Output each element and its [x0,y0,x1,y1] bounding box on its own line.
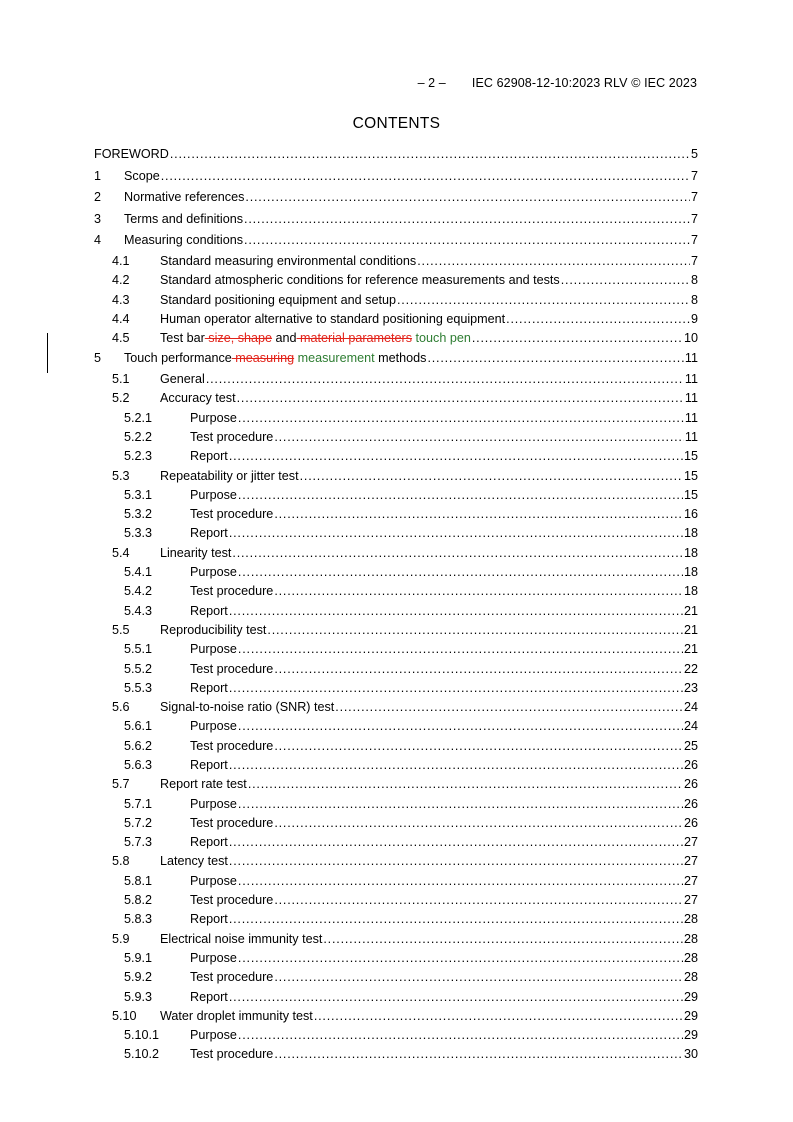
toc-entry[interactable] [94,814,698,833]
toc-entry-page: 27 [683,854,698,869]
label-text: Touch performance [124,351,232,366]
toc-entry[interactable] [94,968,698,987]
toc-entry-number: 4.2 [112,273,130,288]
toc-entry-label: Accuracy test [160,391,236,406]
toc-entry-number: 5.1 [112,372,130,387]
toc-entry[interactable] [94,679,698,698]
toc-entry-label: Measuring conditions [124,233,244,248]
toc-entry-number: 2 [94,190,102,205]
toc-entry-page: 26 [683,757,698,772]
toc-entry[interactable] [94,187,698,209]
dot-leader [229,679,683,698]
toc-entry-label [160,329,471,348]
toc-entry[interactable] [94,775,698,794]
toc-entry[interactable] [94,389,698,408]
toc-entry-number: 5.5.3 [124,680,153,695]
toc-entry-number: 5.2.1 [124,410,153,425]
toc-entry[interactable] [94,756,698,775]
toc-entry-label: Normative references [124,190,245,205]
toc-entry-label: Test procedure [190,661,274,676]
toc-entry-page: 28 [683,912,698,927]
dot-leader [561,271,690,290]
toc-entry-page: 29 [683,1028,698,1043]
dot-leader [244,209,690,231]
toc-entry-page: 30 [683,1047,698,1062]
toc-entry-page: 18 [683,526,698,541]
toc-entry-page: 7 [690,211,698,226]
toc-entry-label: Report [190,757,228,772]
toc-entry-label: General [160,372,205,387]
toc-entry-page: 21 [683,603,698,618]
toc-entry[interactable] [94,271,698,290]
toc-entry-number: 5.7.3 [124,835,153,850]
toc-entry-number: 5.4.2 [124,584,153,599]
toc-entry-label: Purpose [190,873,237,888]
toc-entry-number: 5.10.1 [124,1028,160,1043]
toc-entry[interactable] [94,988,698,1007]
toc-entry-number: 5.3.2 [124,507,153,522]
toc-entry-label: Report rate test [160,777,247,792]
toc-entry-label: Test procedure [190,507,274,522]
dot-leader [314,1007,683,1026]
toc-entry-page: 7 [690,233,698,248]
toc-entry-label: Test procedure [190,815,274,830]
toc-entry-page: 23 [683,680,698,695]
toc-entry[interactable] [94,910,698,929]
dot-leader [238,640,683,659]
toc-entry-page: 15 [683,449,698,464]
toc-entry-number: 5.6.3 [124,757,153,772]
toc-entry-label: Latency test [160,854,228,869]
dot-leader [274,505,683,524]
toc-entry-page: 26 [683,796,698,811]
toc-entry[interactable] [94,230,698,252]
page-header [418,76,697,90]
toc-entry-label: Human operator alternative to standard positioning equipment [160,311,506,326]
dot-leader [237,389,684,408]
toc-entry-label: Purpose [190,642,237,657]
page-number: – 2 – [417,76,446,90]
toc-entry[interactable] [94,524,698,543]
toc-entry-number: 5.2.3 [124,449,153,464]
toc-entry[interactable] [94,447,698,466]
toc-entry-page: 28 [683,950,698,965]
toc-entry-page: 18 [683,565,698,580]
toc-entry-number: 5.8.3 [124,912,153,927]
dot-leader [472,329,683,348]
toc-entry[interactable] [94,544,698,563]
toc-entry-page: 5 [690,147,698,161]
toc-entry-page: 21 [683,642,698,657]
dot-leader [274,1045,683,1064]
toc-entry-label: Report [190,449,228,464]
toc-entry[interactable] [94,582,698,601]
toc-entry-number: 5.5 [112,622,130,637]
toc-entry[interactable] [94,467,698,486]
toc-entry[interactable] [94,621,698,640]
dot-leader [229,447,683,466]
toc-entry[interactable] [94,1045,698,1064]
toc-entry-number: 5.2 [112,391,130,406]
toc-entry[interactable] [94,891,698,910]
dot-leader [229,833,683,852]
toc-entry-label: Reproducibility test [160,622,267,637]
toc-entry-page: 7 [690,168,698,183]
deleted-text: measuring [231,351,295,366]
dot-leader [161,166,690,188]
label-text: and [272,331,297,346]
table-of-contents [94,144,698,1065]
toc-entry-label: Test procedure [190,1047,274,1062]
toc-entry-number: 4.3 [112,292,130,307]
dot-leader [238,563,683,582]
toc-entry-page: 29 [683,989,698,1004]
dot-leader [238,486,683,505]
toc-entry[interactable] [94,949,698,968]
toc-entry[interactable] [94,930,698,949]
dot-leader [274,660,683,679]
dot-leader [248,775,683,794]
dot-leader [229,910,683,929]
toc-entry-number: 5.4.3 [124,603,153,618]
toc-entry-label: Report [190,989,228,1004]
document-id: IEC 62908-12-10:2023 RLV © IEC 2023 [471,76,697,90]
toc-entry-number: 5.5.1 [124,642,153,657]
toc-entry-number: 4 [94,233,102,248]
dot-leader [506,310,690,329]
toc-entry-label: Electrical noise immunity test [160,931,323,946]
toc-entry-number: 5.9.3 [124,989,153,1004]
toc-entry-label: Purpose [190,565,237,580]
dot-leader [274,814,683,833]
toc-entry-label: Report [190,526,228,541]
toc-entry-number: 5.8.2 [124,893,153,908]
toc-entry[interactable] [94,291,698,310]
dot-leader [417,252,690,271]
toc-entry-label: Test procedure [190,584,274,599]
deleted-text: material parameters [296,331,413,346]
toc-entry-label: Standard positioning equipment and setup [160,292,396,307]
revision-change-bar [47,333,48,373]
toc-entry[interactable] [94,795,698,814]
toc-entry-label: Test procedure [190,893,274,908]
toc-entry-number: 5.6.1 [124,719,153,734]
toc-entry-number: 5.9.2 [124,970,153,985]
toc-entry-number: 5.6.2 [124,738,153,753]
toc-entry[interactable] [94,428,698,447]
toc-entry-number: 5.4 [112,545,130,560]
toc-entry-label: Purpose [190,796,237,811]
toc-entry-page: 8 [690,273,698,288]
toc-entry-number: 5.3.3 [124,526,153,541]
toc-entry-label: Purpose [190,1028,237,1043]
toc-entry-label: Terms and definitions [124,211,244,226]
toc-entry-label: Report [190,912,228,927]
toc-entry[interactable] [94,1007,698,1026]
toc-entry-page: 24 [683,719,698,734]
toc-entry-number: 5.7.2 [124,815,153,830]
dot-leader [238,795,683,814]
toc-entry-page: 27 [683,893,698,908]
toc-entry-label: Standard measuring environmental conditions [160,253,417,268]
toc-entry[interactable] [94,640,698,659]
inserted-text: measurement [294,351,375,366]
toc-entry-page: 24 [683,700,698,715]
toc-entry-label: FOREWORD [94,147,169,161]
toc-entry-page: 11 [684,372,698,387]
toc-entry-label: Linearity test [160,545,232,560]
toc-entry-number: 5.2.2 [124,429,153,444]
dot-leader [229,602,683,621]
toc-entry-number: 1 [94,168,102,183]
toc-entry-number: 5.6 [112,700,130,715]
toc-entry-number: 4.4 [112,311,130,326]
toc-entry-number: 5.5.2 [124,661,153,676]
dot-leader [274,737,683,756]
toc-entry-number: 5.4.1 [124,565,153,580]
toc-entry[interactable] [94,348,698,370]
toc-entry[interactable] [94,505,698,524]
toc-entry-page: 21 [683,622,698,637]
dot-leader [232,544,683,563]
toc-entry-page: 15 [683,487,698,502]
toc-entry[interactable] [94,409,698,428]
toc-entry[interactable] [94,1026,698,1045]
toc-entry[interactable] [94,252,698,271]
toc-entry-page: 25 [683,738,698,753]
dot-leader [238,949,683,968]
dot-leader [238,1026,683,1045]
toc-entry-page: 27 [683,835,698,850]
toc-entry-page: 26 [683,777,698,792]
toc-entry[interactable] [94,698,698,717]
toc-entry-page: 8 [690,292,698,307]
dot-leader [274,582,683,601]
dot-leader [323,930,683,949]
toc-entry[interactable] [94,370,698,389]
dot-leader [427,348,683,370]
toc-entry-page: 7 [690,190,698,205]
toc-entry-label: Purpose [190,950,237,965]
toc-entry-page: 11 [684,391,698,406]
toc-entry-page: 22 [683,661,698,676]
toc-entry-number: 4.5 [112,331,130,346]
dot-leader [267,621,683,640]
dot-leader [238,409,684,428]
toc-entry-number: 5.10 [112,1008,137,1023]
toc-entry-number: 5 [94,351,102,366]
toc-entry-number: 4.1 [112,253,130,268]
toc-entry[interactable] [94,486,698,505]
toc-entry[interactable] [94,144,698,166]
toc-entry-number: 5.8 [112,854,130,869]
dot-leader [206,370,684,389]
toc-entry-number: 5.7 [112,777,130,792]
dot-leader [274,968,683,987]
toc-entry-number: 5.3.1 [124,487,153,502]
toc-entry-number: 5.9 [112,931,130,946]
toc-entry[interactable] [94,310,698,329]
toc-entry-number: 3 [94,211,102,226]
toc-entry-label: Test procedure [190,429,274,444]
dot-leader [300,467,683,486]
dot-leader [229,524,683,543]
toc-entry-page: 26 [683,815,698,830]
toc-entry-label: Repeatability or jitter test [160,468,299,483]
toc-entry[interactable] [94,660,698,679]
toc-entry-page: 11 [684,410,698,425]
toc-entry-label: Purpose [190,487,237,502]
toc-entry[interactable] [94,209,698,231]
toc-entry[interactable] [94,166,698,188]
toc-entry[interactable] [94,872,698,891]
dot-leader [244,230,690,252]
toc-entry-page: 28 [683,931,698,946]
toc-entry[interactable] [94,852,698,871]
toc-entry-page: 28 [683,970,698,985]
dot-leader [238,872,683,891]
page-title: CONTENTS [352,115,441,132]
toc-entry-label: Standard atmospheric conditions for reference measurements and tests [160,273,560,288]
dot-leader [229,852,683,871]
toc-entry-page: 10 [683,331,698,346]
toc-entry-label: Water droplet immunity test [160,1008,313,1023]
toc-entry-page: 16 [683,507,698,522]
toc-entry-label: Purpose [190,719,237,734]
toc-entry-page: 18 [683,584,698,599]
toc-entry-number: 5.10.2 [124,1047,160,1062]
deleted-text: size, shape [204,331,273,346]
toc-entry-label [124,348,426,370]
toc-entry-label: Report [190,680,228,695]
dot-leader [229,756,683,775]
dot-leader [397,291,690,310]
dot-leader [335,698,683,717]
toc-entry[interactable] [94,737,698,756]
toc-entry-page: 7 [690,253,698,268]
dot-leader [274,891,683,910]
toc-entry-number: 5.9.1 [124,950,153,965]
toc-entry-label: Scope [124,168,160,183]
toc-entry-page: 9 [690,311,698,326]
dot-leader [245,187,690,209]
toc-entry-label: Purpose [190,410,237,425]
dot-leader [238,717,683,736]
dot-leader [170,144,690,166]
toc-entry-number: 5.8.1 [124,873,153,888]
toc-entry[interactable] [94,602,698,621]
toc-entry-label: Report [190,835,228,850]
toc-entry-page: 11 [684,351,698,366]
toc-entry[interactable] [94,329,698,348]
label-text: methods [374,351,427,366]
toc-entry-page: 29 [683,1008,698,1023]
dot-leader [274,428,684,447]
toc-entry-number: 5.3 [112,468,130,483]
dot-leader [229,988,683,1007]
toc-entry-page: 18 [683,545,698,560]
toc-entry-label: Signal-to-noise ratio (SNR) test [160,700,335,715]
toc-entry-page: 27 [683,873,698,888]
toc-entry-label: Test procedure [190,738,274,753]
toc-entry-page: 11 [684,429,698,444]
toc-entry-label: Report [190,603,228,618]
inserted-text: touch pen [412,331,471,346]
toc-entry[interactable] [94,717,698,736]
toc-entry-label: Test procedure [190,970,274,985]
toc-entry-number: 5.7.1 [124,796,153,811]
toc-entry[interactable] [94,833,698,852]
label-text: Test bar [160,331,205,346]
toc-entry[interactable] [94,563,698,582]
toc-entry-page: 15 [683,468,698,483]
